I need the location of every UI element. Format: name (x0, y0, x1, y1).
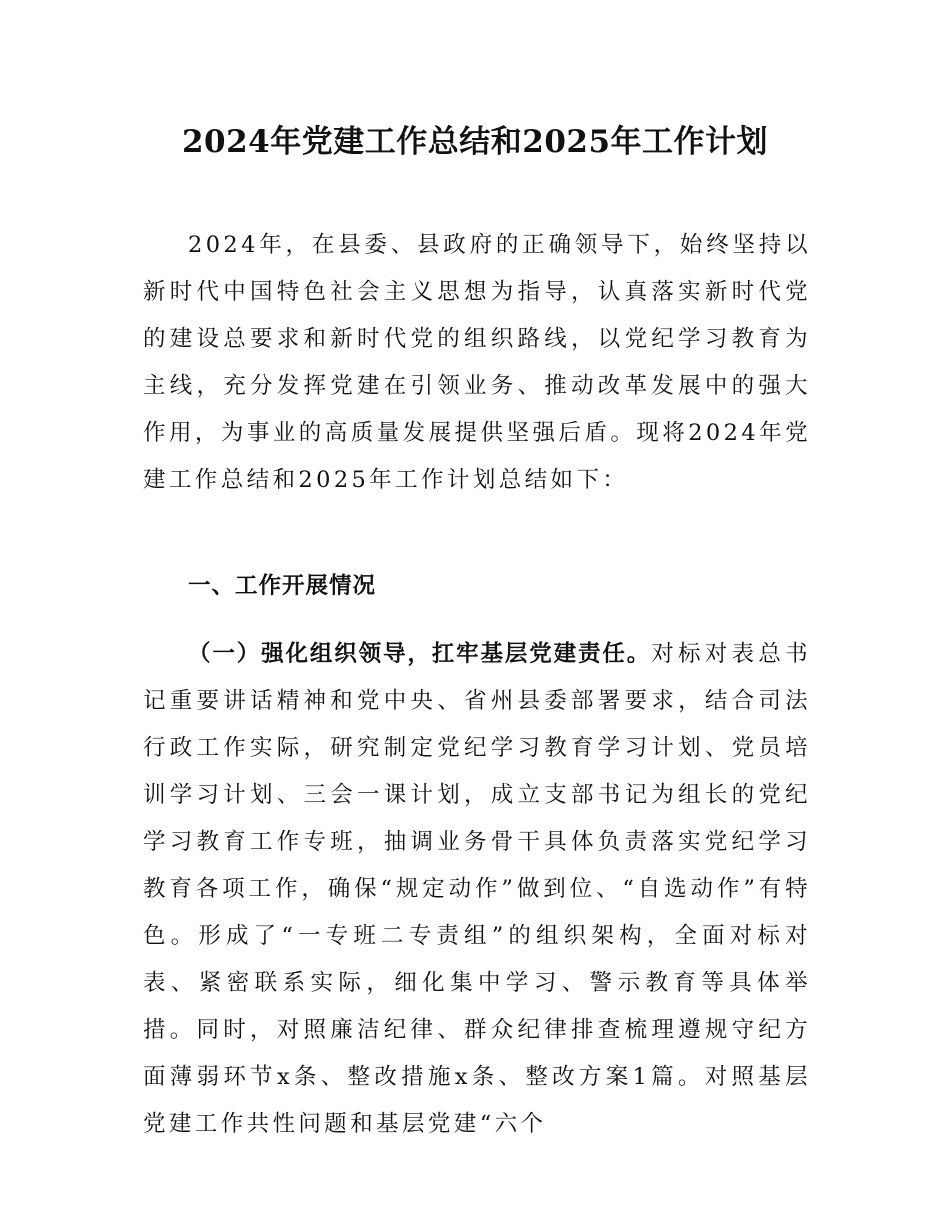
section-heading-work-progress: 一、工作开展情况 (188, 573, 377, 599)
document-title: 2024年党建工作总结和2025年工作计划 (181, 124, 769, 160)
subsection-paragraph-organization-leadership (143, 631, 811, 1148)
intro-paragraph: 2024年，在县委、县政府的正确领导下，始终坚持以新时代中国特色社会主义思想为指导，认真落实新时代党的建设总要求和新时代党的组织路线，以党纪学习教育为主线，充分发挥党建在引领业务、推动改革发展中的强大作用，为事业的高质量发展提供坚强后盾。现将2024年党建工作总结和2025年工作计划总结如下： (143, 232, 811, 493)
subsection-body-text: 对标对表总书记重要讲话精神和党中央、省州县委部署要求，结合司法行政工作实际，研究制定党纪学习教育学习计划、党员培训学习计划、三会一课计划，成立支部书记为组长的党纪学习教育工作专班，抽调业务骨干具体负责落实党纪学习教育各项工作，确保“规定动作”做到位、“自选动作”有特色。形成了“一专班二专责组”的组织架构，全面对标对表、紧密联系实际，细化集中学习、警示教育等具体举措。同时，对照廉洁纪律、群众纪律排查梳理遵规守纪方面薄弱环节x条、整改措施x条、整改方案1篇。对照基层党建工作共性问题和基层党建“六个 (143, 641, 811, 1137)
subsection-lead: （一）强化组织领导，扛牢基层党建责任。 (188, 641, 652, 667)
